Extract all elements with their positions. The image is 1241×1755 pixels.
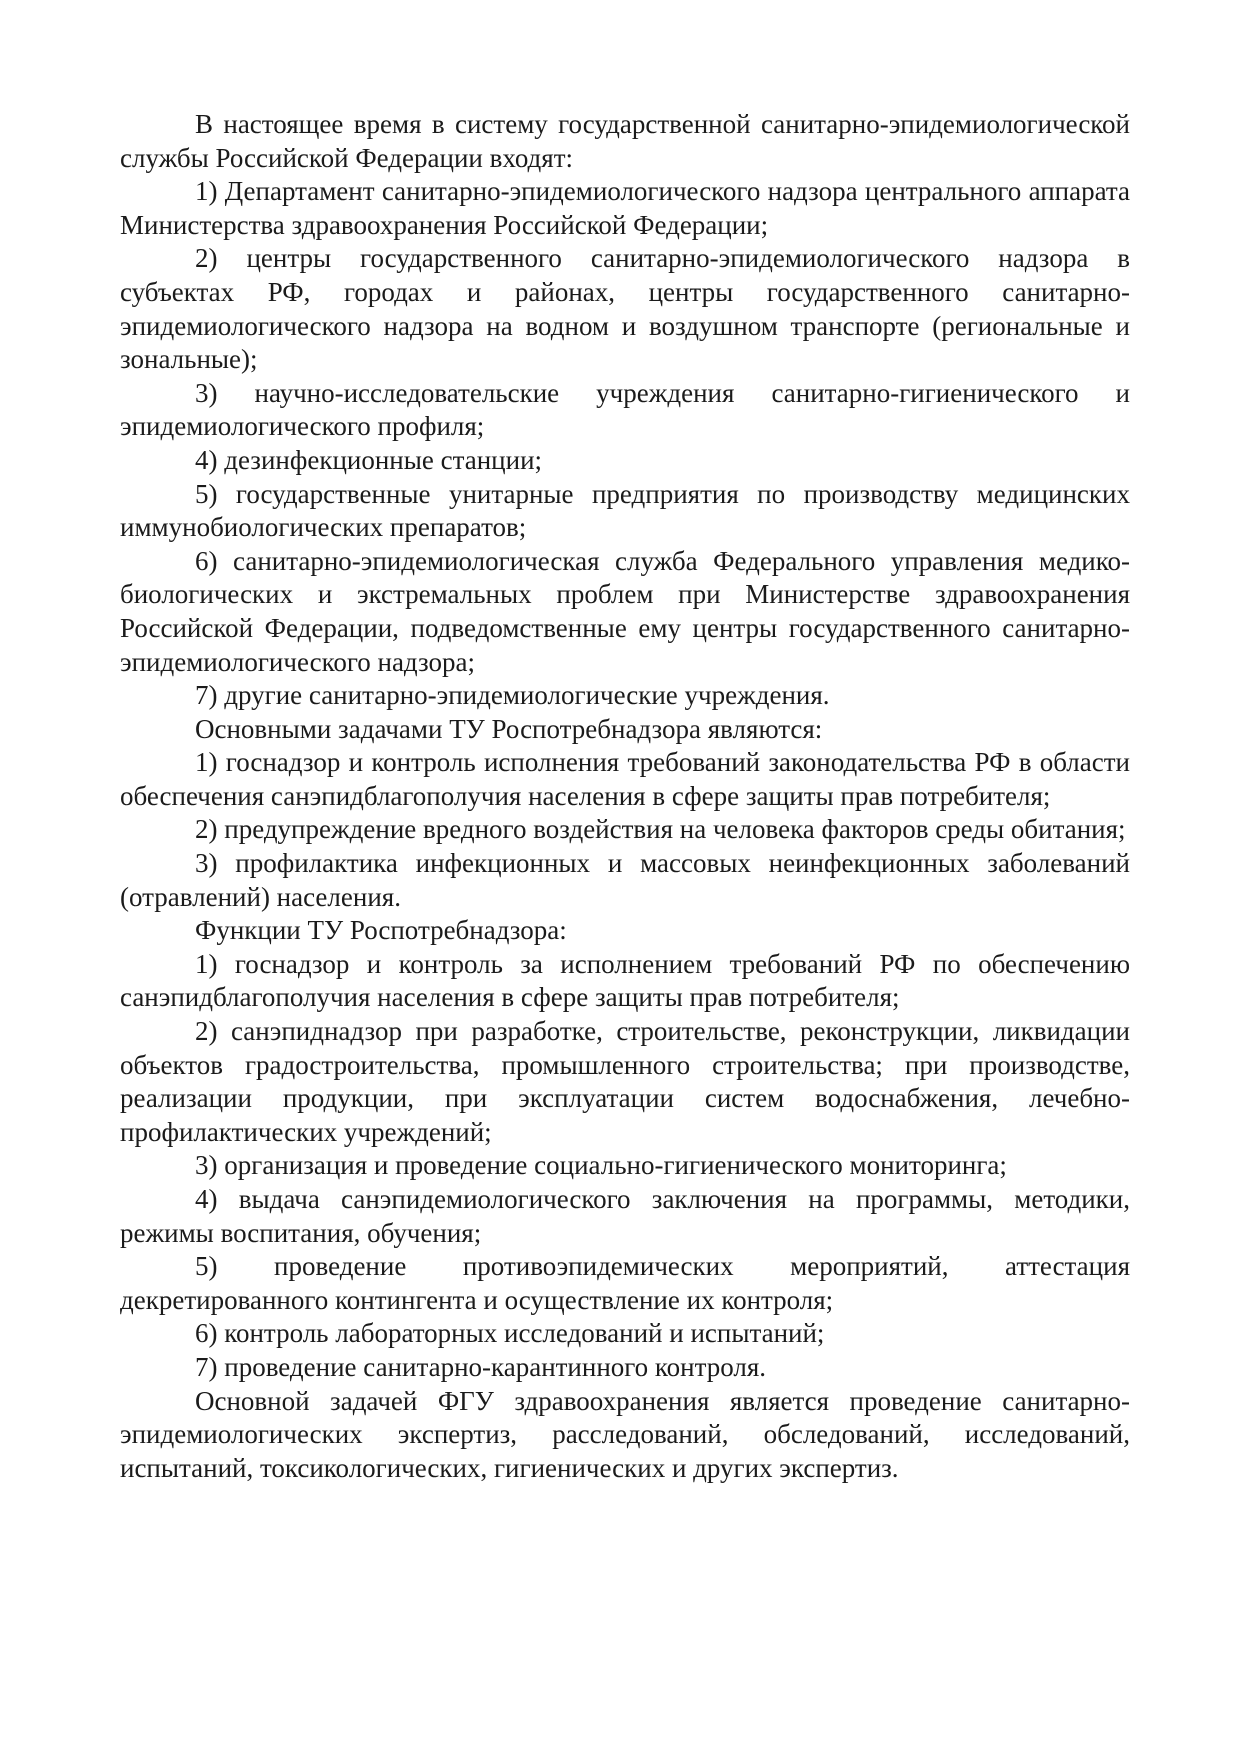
conclusion-paragraph: Основной задачей ФГУ здравоохранения является проведение санитарно-эпидемиологических экспертиз, расследований, обследований, исследований, испытаний, токсикологических, гигиенических и других экспертиз. <box>120 1385 1130 1483</box>
document-page <box>120 108 1130 1485</box>
list-item-6: 6) санитарно-эпидемиологическая служба Федерального управления медико-биологических и экстремальных проблем при Министерстве здравоохранения Российской Федерации, подведомственные ему центры государственного санитарно-эпидемиологического надзора; <box>120 545 1130 677</box>
tasks-heading-paragraph: Основными задачами ТУ Роспотребнадзора являются: <box>195 713 823 744</box>
function-item-1: 1) госнадзор и контроль за исполнением требований РФ по обеспечению санэпидблагополучия населения в сфере защиты прав потребителя; <box>120 948 1130 1013</box>
list-item-4: 4) дезинфекционные станции; <box>195 444 543 475</box>
task-item-2: 2) предупреждение вредного воздействия на человека факторов среды обитания; <box>195 814 1126 845</box>
task-item-3: 3) профилактика инфекционных и массовых неинфекционных заболеваний (отравлений) населения. <box>120 848 1130 912</box>
task-item-1: 1) госнадзор и контроль исполнения требований законодательства РФ в области обеспечения санэпидблагополучия населения в сфере защиты прав потребителя; <box>120 747 1130 811</box>
list-item-1: 1) Департамент санитарно-эпидемиологического надзора центрального аппарата Министерства здравоохранения Российской Федерации; <box>120 176 1130 240</box>
function-item-3: 3) организация и проведение социально-гигиенического мониторинга; <box>195 1150 1007 1181</box>
functions-heading-paragraph: Функции ТУ Роспотребнадзора: <box>195 915 567 946</box>
function-item-2: 2) санэпиднадзор при разработке, строительстве, реконструкции, ликвидации объектов градостроительства, промышленного строительства; при производстве, реализации продукции, при эксплуатации систем водоснабжения, лечебно-профилактических учреждений; <box>120 1016 1130 1147</box>
function-item-5: 5) проведение противоэпидемических мероприятий, аттестация декретированного контингента и осуществление их контроля; <box>120 1251 1130 1315</box>
function-item-6: 6) контроль лабораторных исследований и испытаний; <box>195 1318 825 1349</box>
list-item-2: 2) центры государственного санитарно-эпидемиологического надзора в субъектах РФ, городах и районах, центры государственного санитарно-эпидемиологического надзора на водном и воздушном транспорте (региональные и зональные); <box>120 243 1130 375</box>
intro-paragraph: В настоящее время в систему государственной санитарно-эпидемиологической службы Российской Федерации входят: <box>120 109 1130 173</box>
list-item-5: 5) государственные унитарные предприятия по производству медицинских иммунобиологических препаратов; <box>120 478 1130 543</box>
function-item-7: 7) проведение санитарно-карантинного контроля. <box>195 1351 767 1382</box>
function-item-4: 4) выдача санэпидемиологического заключения на программы, методики, режимы воспитания, обучения; <box>120 1184 1130 1248</box>
list-item-3: 3) научно-исследовательские учреждения санитарно-гигиенического и эпидемиологического профиля; <box>120 377 1130 442</box>
list-item-7: 7) другие санитарно-эпидемиологические учреждения. <box>195 680 830 711</box>
